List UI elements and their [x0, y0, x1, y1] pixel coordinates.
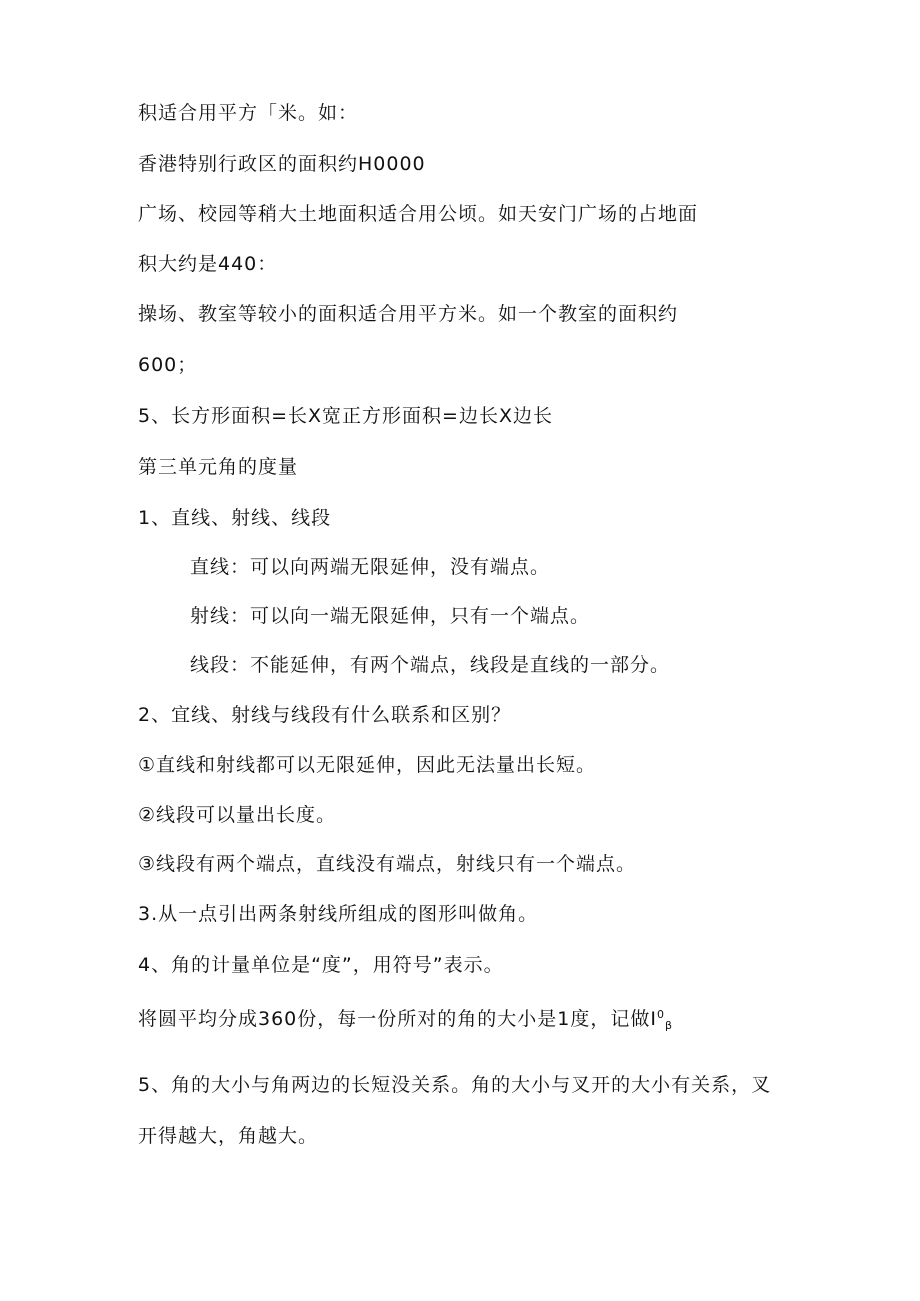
- degree-superscript: 0: [656, 1008, 665, 1021]
- text-line-14: ①直线和射线都可以无限延伸，因此无法量出长短。: [138, 754, 597, 776]
- text-line-17: 3.从一点引出两条射线所组成的图形叫做角。: [138, 903, 539, 925]
- text-line-13: 2、宜线、射线与线段有什么联系和区别？: [138, 704, 512, 726]
- text-line-21: 开得越大，角越大。: [138, 1125, 319, 1147]
- definition-ray: 射线：可以向一端无限延伸，只有一个端点。: [190, 605, 591, 627]
- text-line-19-main: 将圆平均分成360份，每一份所对的角的大小是1度，记做I: [138, 1008, 657, 1030]
- definition-segment: 线段：不能延伸，有两个端点，线段是直线的一部分。: [190, 654, 671, 676]
- text-line-2: 香港特别行政区的面积约H0000: [138, 153, 426, 175]
- text-line-19: [138, 1003, 673, 1038]
- text-line-3: 广场、校园等稍大土地面积适合用公顷。如天安门广场的占地面: [138, 203, 699, 225]
- text-line-1: 积适合用平方「米。如：: [138, 102, 359, 124]
- text-line-20: 5、角的大小与角两边的长短没关系。角的大小与叉开的大小有关系，叉: [138, 1074, 772, 1096]
- text-line-7: 5、长方形面积=长X宽正方形面积=边长X边长: [138, 405, 553, 427]
- text-line-9: 1、直线、射线、线段: [138, 507, 332, 529]
- text-line-18: 4、角的计量单位是“度”，用符号”表示。: [138, 954, 504, 976]
- text-line-5: 操场、教室等较小的面积适合用平方米。如一个教室的面积约: [138, 303, 679, 325]
- beta-subscript: β: [664, 1019, 673, 1032]
- text-line-15: ②线段可以量出长度。: [138, 804, 337, 826]
- text-line-6: 600；: [138, 354, 198, 376]
- text-line-16: ③线段有两个端点，直线没有端点，射线只有一个端点。: [138, 853, 637, 875]
- text-line-4: 积大约是440：: [138, 253, 278, 275]
- definition-line: 直线：可以向两端无限延伸，没有端点。: [190, 556, 551, 578]
- section-heading: 第三单元角的度量: [138, 456, 299, 478]
